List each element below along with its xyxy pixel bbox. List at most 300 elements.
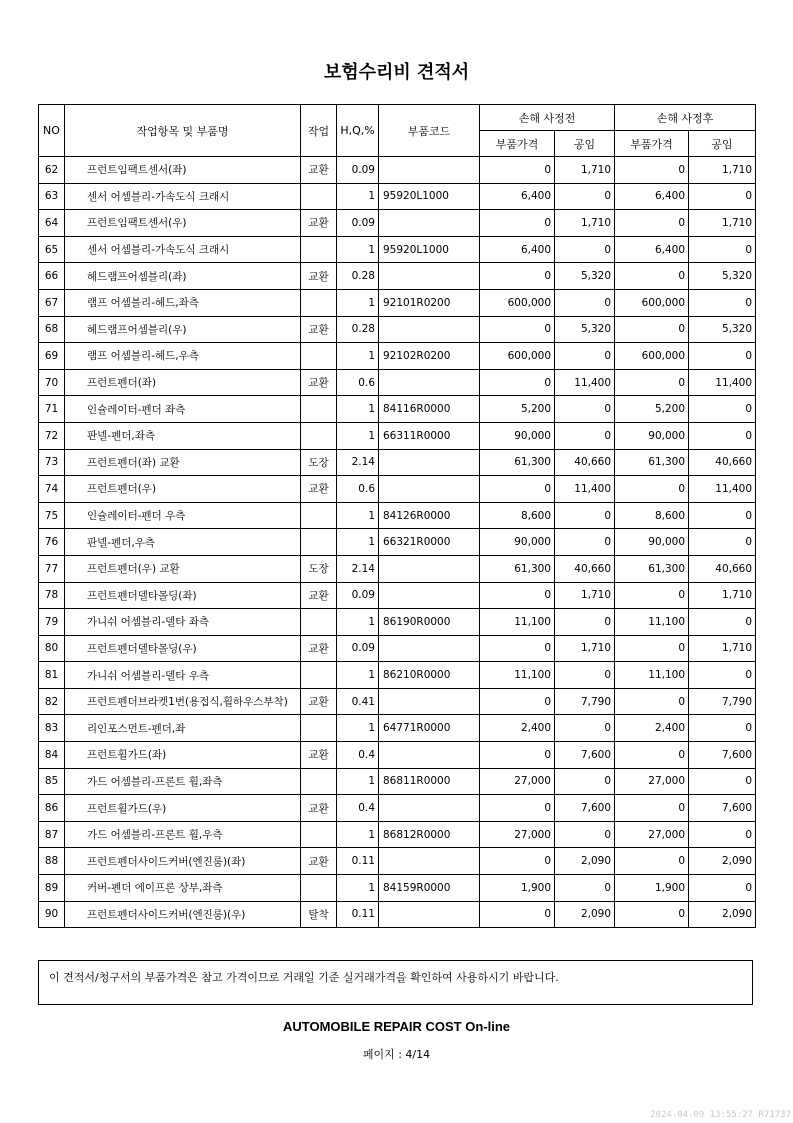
row-after-labor: 0	[689, 529, 756, 556]
row-part-code: 92102R0200	[379, 343, 480, 370]
row-before-labor: 1,710	[555, 635, 615, 662]
row-part-code	[379, 795, 480, 822]
row-before-part-price: 90,000	[480, 422, 555, 449]
row-item-name: 프런트휠가드(우)	[65, 795, 301, 822]
row-work-type	[301, 821, 337, 848]
row-after-part-price: 61,300	[615, 449, 689, 476]
row-part-code: 84126R0000	[379, 502, 480, 529]
row-before-labor: 1,710	[555, 157, 615, 184]
row-hq: 2.14	[337, 449, 379, 476]
row-item-name: 프런트펜더사이드커버(엔진룸)(좌)	[65, 848, 301, 875]
header-before-assessment: 손해 사정전	[480, 105, 615, 131]
row-before-labor: 7,790	[555, 688, 615, 715]
row-after-labor: 1,710	[689, 210, 756, 237]
header-code: 부품코드	[379, 105, 480, 157]
row-before-part-price: 600,000	[480, 343, 555, 370]
row-before-part-price: 0	[480, 582, 555, 609]
row-after-labor: 0	[689, 289, 756, 316]
row-item-name: 가드 어셈블리-프론트 휠,좌측	[65, 768, 301, 795]
row-work-type: 교환	[301, 263, 337, 290]
row-item-name: 프런트임팩트센서(좌)	[65, 157, 301, 184]
row-after-part-price: 0	[615, 582, 689, 609]
table-row	[39, 555, 756, 582]
row-part-code: 84159R0000	[379, 875, 480, 902]
row-before-labor: 5,320	[555, 316, 615, 343]
table-row	[39, 449, 756, 476]
row-hq: 1	[337, 289, 379, 316]
row-before-part-price: 0	[480, 263, 555, 290]
row-part-code: 86812R0000	[379, 821, 480, 848]
row-hq: 1	[337, 343, 379, 370]
row-item-name: 프런트휠가드(좌)	[65, 742, 301, 769]
row-work-type	[301, 502, 337, 529]
row-no: 82	[39, 688, 65, 715]
row-hq: 1	[337, 875, 379, 902]
row-after-part-price: 0	[615, 688, 689, 715]
footer-brand: AUTOMOBILE REPAIR COST On-line	[282, 1019, 511, 1034]
table-row	[39, 742, 756, 769]
row-after-labor: 0	[689, 609, 756, 636]
row-after-part-price: 0	[615, 742, 689, 769]
row-after-part-price: 8,600	[615, 502, 689, 529]
row-before-labor: 0	[555, 529, 615, 556]
row-after-part-price: 90,000	[615, 422, 689, 449]
row-work-type	[301, 422, 337, 449]
row-after-part-price: 0	[615, 316, 689, 343]
row-after-labor: 0	[689, 662, 756, 689]
row-no: 66	[39, 263, 65, 290]
row-work-type	[301, 609, 337, 636]
table-row	[39, 901, 756, 928]
row-after-part-price: 27,000	[615, 821, 689, 848]
row-item-name: 램프 어셈블리-헤드,좌측	[65, 289, 301, 316]
row-work-type: 교환	[301, 582, 337, 609]
row-item-name: 가니쉬 어셈블리-델타 좌측	[65, 609, 301, 636]
row-hq: 0.11	[337, 901, 379, 928]
row-hq: 0.28	[337, 263, 379, 290]
row-item-name: 프런트펜더(좌) 교환	[65, 449, 301, 476]
row-no: 77	[39, 555, 65, 582]
row-work-type	[301, 343, 337, 370]
row-hq: 1	[337, 715, 379, 742]
row-hq: 0.11	[337, 848, 379, 875]
row-hq: 0.6	[337, 476, 379, 503]
row-after-part-price: 0	[615, 157, 689, 184]
row-work-type	[301, 875, 337, 902]
row-part-code: 66311R0000	[379, 422, 480, 449]
row-part-code: 95920L1000	[379, 183, 480, 210]
row-no: 67	[39, 289, 65, 316]
row-part-code	[379, 157, 480, 184]
row-hq: 0.09	[337, 210, 379, 237]
row-work-type	[301, 768, 337, 795]
row-after-part-price: 0	[615, 848, 689, 875]
row-no: 74	[39, 476, 65, 503]
row-after-labor: 0	[689, 768, 756, 795]
table-row	[39, 688, 756, 715]
row-before-part-price: 0	[480, 476, 555, 503]
row-work-type	[301, 529, 337, 556]
table-row	[39, 502, 756, 529]
row-before-part-price: 0	[480, 688, 555, 715]
page-number: 페이지 : 4/14	[362, 1048, 431, 1061]
row-after-labor: 1,710	[689, 157, 756, 184]
row-hq: 1	[337, 183, 379, 210]
row-before-part-price: 6,400	[480, 236, 555, 263]
row-hq: 0.4	[337, 795, 379, 822]
row-hq: 0.6	[337, 369, 379, 396]
row-hq: 1	[337, 422, 379, 449]
row-after-labor: 0	[689, 396, 756, 423]
row-part-code: 86210R0000	[379, 662, 480, 689]
row-before-labor: 2,090	[555, 901, 615, 928]
row-no: 79	[39, 609, 65, 636]
row-item-name: 헤드램프어셈블리(우)	[65, 316, 301, 343]
table-row	[39, 768, 756, 795]
row-work-type	[301, 183, 337, 210]
row-hq: 1	[337, 502, 379, 529]
row-after-labor: 11,400	[689, 369, 756, 396]
row-before-labor: 7,600	[555, 742, 615, 769]
row-hq: 0.4	[337, 742, 379, 769]
table-row	[39, 422, 756, 449]
row-before-part-price: 0	[480, 635, 555, 662]
row-before-labor: 0	[555, 343, 615, 370]
row-part-code: 84116R0000	[379, 396, 480, 423]
row-after-labor: 2,090	[689, 901, 756, 928]
row-before-part-price: 0	[480, 157, 555, 184]
row-after-labor: 0	[689, 343, 756, 370]
row-part-code: 86811R0000	[379, 768, 480, 795]
timestamp-stamp: 2024-04-09 13:55:27 R71737	[650, 1110, 791, 1120]
row-hq: 1	[337, 529, 379, 556]
row-after-part-price: 0	[615, 476, 689, 503]
row-item-name: 프런트펜더브라켓1번(용접식,휠하우스부착)	[65, 688, 301, 715]
row-part-code: 95920L1000	[379, 236, 480, 263]
row-after-part-price: 5,200	[615, 396, 689, 423]
row-before-labor: 0	[555, 396, 615, 423]
row-no: 68	[39, 316, 65, 343]
row-hq: 2.14	[337, 555, 379, 582]
table-row	[39, 715, 756, 742]
table-row	[39, 875, 756, 902]
row-no: 72	[39, 422, 65, 449]
row-before-labor: 0	[555, 662, 615, 689]
table-row	[39, 662, 756, 689]
row-part-code: 92101R0200	[379, 289, 480, 316]
table-row	[39, 210, 756, 237]
row-after-labor: 0	[689, 183, 756, 210]
row-part-code	[379, 449, 480, 476]
row-work-type: 교환	[301, 476, 337, 503]
row-after-part-price: 6,400	[615, 183, 689, 210]
row-after-part-price: 0	[615, 635, 689, 662]
row-no: 84	[39, 742, 65, 769]
table-row	[39, 848, 756, 875]
row-after-part-price: 2,400	[615, 715, 689, 742]
row-before-part-price: 90,000	[480, 529, 555, 556]
header-before-labor: 공임	[555, 131, 615, 157]
row-item-name: 프런트펜더(우) 교환	[65, 555, 301, 582]
row-item-name: 프런트펜더델타몰딩(우)	[65, 635, 301, 662]
row-work-type	[301, 662, 337, 689]
row-item-name: 프런트임팩트센서(우)	[65, 210, 301, 237]
row-work-type: 도장	[301, 555, 337, 582]
table-row	[39, 289, 756, 316]
row-after-labor: 2,090	[689, 848, 756, 875]
row-after-labor: 11,400	[689, 476, 756, 503]
row-before-labor: 0	[555, 768, 615, 795]
row-before-labor: 0	[555, 821, 615, 848]
row-after-part-price: 0	[615, 263, 689, 290]
row-before-part-price: 61,300	[480, 449, 555, 476]
row-before-labor: 5,320	[555, 263, 615, 290]
header-hq: H,Q,%	[337, 105, 379, 157]
row-item-name: 가니쉬 어셈블리-델타 우측	[65, 662, 301, 689]
row-after-labor: 40,660	[689, 449, 756, 476]
row-before-part-price: 11,100	[480, 609, 555, 636]
row-before-labor: 0	[555, 609, 615, 636]
header-no: NO	[39, 105, 65, 157]
row-after-labor: 1,710	[689, 582, 756, 609]
row-item-name: 프런트펜더사이드커버(엔진룸)(우)	[65, 901, 301, 928]
row-work-type: 교환	[301, 848, 337, 875]
row-no: 89	[39, 875, 65, 902]
row-before-labor: 2,090	[555, 848, 615, 875]
table-row	[39, 263, 756, 290]
row-work-type: 도장	[301, 449, 337, 476]
row-no: 87	[39, 821, 65, 848]
row-before-labor: 0	[555, 236, 615, 263]
row-no: 85	[39, 768, 65, 795]
row-part-code	[379, 848, 480, 875]
row-work-type	[301, 289, 337, 316]
row-item-name: 리인포스먼트-펜더,좌	[65, 715, 301, 742]
row-work-type	[301, 715, 337, 742]
row-after-labor: 0	[689, 821, 756, 848]
row-after-labor: 5,320	[689, 316, 756, 343]
row-item-name: 헤드램프어셈블리(좌)	[65, 263, 301, 290]
row-part-code	[379, 742, 480, 769]
row-work-type: 교환	[301, 742, 337, 769]
row-work-type: 교환	[301, 369, 337, 396]
header-after-labor: 공임	[689, 131, 756, 157]
table-row	[39, 183, 756, 210]
row-part-code: 66321R0000	[379, 529, 480, 556]
row-after-labor: 0	[689, 422, 756, 449]
row-item-name: 램프 어셈블리-헤드,우측	[65, 343, 301, 370]
row-before-part-price: 61,300	[480, 555, 555, 582]
row-work-type: 교환	[301, 157, 337, 184]
row-before-part-price: 0	[480, 210, 555, 237]
estimate-table	[38, 104, 756, 928]
row-after-part-price: 0	[615, 795, 689, 822]
row-before-part-price: 0	[480, 795, 555, 822]
row-after-part-price: 1,900	[615, 875, 689, 902]
row-before-part-price: 0	[480, 369, 555, 396]
row-item-name: 인슐레이터-펜더 우측	[65, 502, 301, 529]
row-no: 90	[39, 901, 65, 928]
row-hq: 1	[337, 236, 379, 263]
row-before-labor: 40,660	[555, 555, 615, 582]
row-after-part-price: 90,000	[615, 529, 689, 556]
row-after-part-price: 11,100	[615, 609, 689, 636]
row-before-part-price: 11,100	[480, 662, 555, 689]
row-after-labor: 0	[689, 875, 756, 902]
row-after-labor: 0	[689, 236, 756, 263]
row-after-labor: 40,660	[689, 555, 756, 582]
row-part-code	[379, 476, 480, 503]
row-part-code	[379, 582, 480, 609]
row-after-part-price: 61,300	[615, 555, 689, 582]
row-hq: 1	[337, 768, 379, 795]
header-before-part-price: 부품가격	[480, 131, 555, 157]
row-item-name: 인슐레이터-펜더 좌측	[65, 396, 301, 423]
price-notice: 이 견적서/청구서의 부품가격은 참고 가격이므로 거래일 기준 실거래가격을 확인하여 사용하시기 바랍니다.	[38, 960, 753, 1005]
row-after-labor: 7,790	[689, 688, 756, 715]
row-before-labor: 0	[555, 422, 615, 449]
row-part-code	[379, 210, 480, 237]
row-work-type: 교환	[301, 635, 337, 662]
row-item-name: 프런트펜더델타몰딩(좌)	[65, 582, 301, 609]
row-before-part-price: 8,600	[480, 502, 555, 529]
row-item-name: 가드 어셈블리-프론트 휠,우측	[65, 821, 301, 848]
table-body	[39, 157, 756, 928]
row-hq: 1	[337, 662, 379, 689]
row-hq: 0.41	[337, 688, 379, 715]
row-part-code	[379, 688, 480, 715]
row-no: 64	[39, 210, 65, 237]
row-no: 62	[39, 157, 65, 184]
row-hq: 1	[337, 396, 379, 423]
row-no: 75	[39, 502, 65, 529]
row-before-labor: 40,660	[555, 449, 615, 476]
row-part-code	[379, 316, 480, 343]
row-part-code: 64771R0000	[379, 715, 480, 742]
row-no: 86	[39, 795, 65, 822]
header-item: 작업항목 및 부품명	[65, 105, 301, 157]
row-before-labor: 0	[555, 183, 615, 210]
header-after-part-price: 부품가격	[615, 131, 689, 157]
row-after-part-price: 27,000	[615, 768, 689, 795]
row-hq: 0.09	[337, 582, 379, 609]
row-after-labor: 7,600	[689, 795, 756, 822]
table-row	[39, 157, 756, 184]
row-after-labor: 0	[689, 502, 756, 529]
row-work-type	[301, 396, 337, 423]
row-before-labor: 11,400	[555, 369, 615, 396]
row-after-part-price: 600,000	[615, 289, 689, 316]
row-before-labor: 0	[555, 715, 615, 742]
row-before-part-price: 27,000	[480, 821, 555, 848]
row-after-part-price: 0	[615, 210, 689, 237]
row-after-labor: 7,600	[689, 742, 756, 769]
row-before-part-price: 27,000	[480, 768, 555, 795]
row-after-labor: 0	[689, 715, 756, 742]
row-item-name: 판넬-펜더,좌측	[65, 422, 301, 449]
row-part-code	[379, 263, 480, 290]
row-before-part-price: 2,400	[480, 715, 555, 742]
row-before-part-price: 0	[480, 316, 555, 343]
header-after-assessment: 손해 사정후	[615, 105, 756, 131]
table-row	[39, 396, 756, 423]
row-before-part-price: 600,000	[480, 289, 555, 316]
row-before-labor: 0	[555, 289, 615, 316]
row-before-labor: 0	[555, 875, 615, 902]
row-work-type: 탈착	[301, 901, 337, 928]
row-hq: 0.28	[337, 316, 379, 343]
row-work-type: 교환	[301, 210, 337, 237]
table-row	[39, 635, 756, 662]
table-row	[39, 529, 756, 556]
row-no: 81	[39, 662, 65, 689]
row-hq: 0.09	[337, 157, 379, 184]
table-row	[39, 369, 756, 396]
row-no: 65	[39, 236, 65, 263]
document-title: 보험수리비 견적서	[323, 62, 470, 83]
table-row	[39, 795, 756, 822]
row-no: 71	[39, 396, 65, 423]
row-hq: 1	[337, 609, 379, 636]
table-row	[39, 343, 756, 370]
table-row	[39, 236, 756, 263]
row-no: 76	[39, 529, 65, 556]
row-part-code	[379, 635, 480, 662]
row-work-type: 교환	[301, 688, 337, 715]
row-part-code: 86190R0000	[379, 609, 480, 636]
row-before-labor: 1,710	[555, 210, 615, 237]
row-after-part-price: 600,000	[615, 343, 689, 370]
row-after-part-price: 0	[615, 369, 689, 396]
row-no: 83	[39, 715, 65, 742]
row-before-labor: 1,710	[555, 582, 615, 609]
row-after-part-price: 11,100	[615, 662, 689, 689]
row-item-name: 센서 어셈블리-가속도식 크래시	[65, 236, 301, 263]
table-row	[39, 609, 756, 636]
row-work-type: 교환	[301, 316, 337, 343]
row-item-name: 센서 어셈블리-가속도식 크래시	[65, 183, 301, 210]
header-work: 작업	[301, 105, 337, 157]
row-part-code	[379, 901, 480, 928]
row-item-name: 판넬-펜더,우측	[65, 529, 301, 556]
row-no: 80	[39, 635, 65, 662]
row-work-type	[301, 236, 337, 263]
row-item-name: 프런트펜더(좌)	[65, 369, 301, 396]
row-item-name: 커버-펜더 에이프론 상부,좌측	[65, 875, 301, 902]
table-row	[39, 316, 756, 343]
row-before-labor: 0	[555, 502, 615, 529]
row-after-part-price: 6,400	[615, 236, 689, 263]
row-no: 78	[39, 582, 65, 609]
row-no: 73	[39, 449, 65, 476]
row-before-part-price: 1,900	[480, 875, 555, 902]
row-work-type: 교환	[301, 795, 337, 822]
row-hq: 0.09	[337, 635, 379, 662]
row-before-part-price: 0	[480, 848, 555, 875]
table-row	[39, 582, 756, 609]
row-no: 88	[39, 848, 65, 875]
row-no: 69	[39, 343, 65, 370]
row-after-part-price: 0	[615, 901, 689, 928]
row-before-part-price: 0	[480, 742, 555, 769]
row-before-labor: 11,400	[555, 476, 615, 503]
row-after-labor: 1,710	[689, 635, 756, 662]
row-item-name: 프런트펜더(우)	[65, 476, 301, 503]
row-before-part-price: 0	[480, 901, 555, 928]
row-before-part-price: 6,400	[480, 183, 555, 210]
row-no: 70	[39, 369, 65, 396]
row-no: 63	[39, 183, 65, 210]
